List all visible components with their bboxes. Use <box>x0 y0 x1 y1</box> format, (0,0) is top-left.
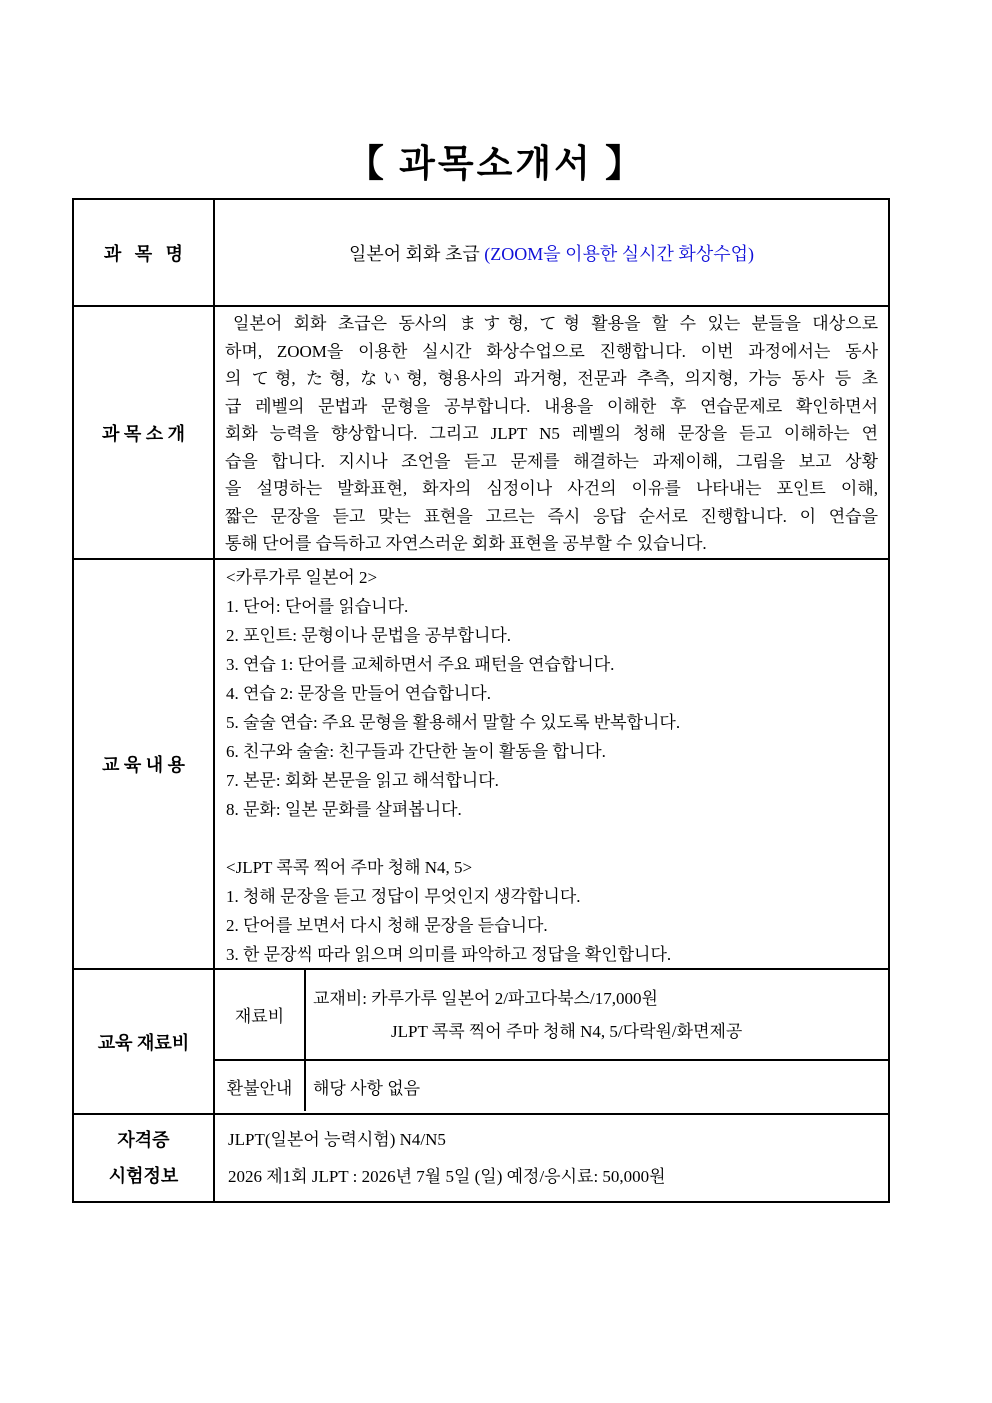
text-line: JLPT 콕콕 찍어 주마 청해 N4, 5/다락원/화면제공 <box>391 1021 743 1041</box>
text-line <box>226 824 878 853</box>
row-course-name <box>74 200 888 307</box>
text-line: <JLPT 콕콕 찍어 주마 청해 N4, 5> <box>226 858 473 877</box>
text-line: 일본어 회화 초급은 동사의 ます형, て형 활용을 할 수 있는 분들을 대상으로 <box>233 314 878 333</box>
sub-row-refund-info <box>215 1061 888 1111</box>
row-material-cost <box>74 970 888 1115</box>
text-line: 급 레벨의 문법과 문형을 공부합니다. 내용을 이해한 후 연습문제로 확인하면서 <box>225 396 878 416</box>
text-line: 습을 합니다. 지시나 조언을 듣고 문제를 해결하는 과제이해, 그림을 보고 상황 <box>225 451 878 471</box>
text-line: 5. 술술 연습: 주요 문형을 활용해서 말할 수 있도록 반복합니다. <box>226 713 681 732</box>
cert-exam-label-line1: 자격증 <box>117 1130 170 1150</box>
course-name-text: 일본어 회화 초급 <box>349 243 485 264</box>
refund-info-label: 환불안내 <box>215 1061 306 1111</box>
page-title: 【 과목소개서 】 <box>346 144 646 185</box>
material-cost-label: 교육 재료비 <box>74 970 215 1113</box>
text-line: 짧은 문장을 듣고 맞는 표현을 고르는 즉시 응답 순서로 진행합니다. 이 연습을 <box>225 506 878 526</box>
course-name-label: 과 목 명 <box>74 200 215 305</box>
course-name-zoom-note: (ZOOM을 이용한 실시간 화상수업) <box>484 243 754 264</box>
text-line: 을 설명하는 발화표현, 화자의 심정이나 사건의 이유를 나타내는 포인트 이해, <box>225 479 878 498</box>
text-line: 회화 능력을 향상합니다. 그리고 JLPT N5 레벨의 청해 문장을 듣고 이해하는 연 <box>225 424 878 443</box>
refund-info-value: 해당 사항 없음 <box>313 1078 421 1098</box>
text-line: <카루가루 일본어 2> <box>226 568 378 587</box>
text-line: 교재비: 카루가루 일본어 2/파고다북스/17,000원 <box>313 988 658 1008</box>
text-line: 1. 청해 문장을 듣고 정답이 무엇인지 생각합니다. <box>226 887 581 906</box>
cert-exam-label <box>74 1115 215 1201</box>
text-line: 4. 연습 2: 문장을 만들어 연습합니다. <box>226 684 491 703</box>
cert-exam-label-line2: 시험정보 <box>108 1166 179 1186</box>
text-line: 의 て형, た형, ない형, 형용사의 과거형, 전문과 추측, 의지형, 가능 동사 등 초 <box>225 369 878 388</box>
row-cert-exam-info <box>74 1115 888 1201</box>
text-line: JLPT(일본어 능력시험) N4/N5 <box>228 1130 446 1149</box>
course-intro-table <box>72 198 890 1203</box>
cert-exam-value <box>215 1115 888 1201</box>
material-fee-label: 재료비 <box>215 970 306 1059</box>
row-edu-content <box>74 560 888 970</box>
row-course-intro <box>74 307 888 560</box>
edu-content-label: 교 육 내 용 <box>74 560 215 968</box>
material-fee-value <box>306 970 888 1059</box>
sub-row-material-fee <box>215 970 888 1061</box>
course-intro-label: 과 목 소 개 <box>74 307 215 558</box>
course-intro-paragraph <box>215 307 888 558</box>
text-line: 2. 단어를 보면서 다시 청해 문장을 듣습니다. <box>226 916 548 935</box>
text-line: 3. 연습 1: 단어를 교체하면서 주요 패턴을 연습합니다. <box>226 655 615 674</box>
text-line: 하며, ZOOM을 이용한 실시간 화상수업으로 진행합니다. 이번 과정에서는 동사 <box>225 341 878 361</box>
text-line: 2. 포인트: 문형이나 문법을 공부합니다. <box>226 626 512 645</box>
text-line: 통해 단어를 습득하고 자연스러운 회화 표현을 공부할 수 있습니다. <box>225 534 707 553</box>
material-cost-subtable <box>215 970 888 1113</box>
text-line: 8. 문화: 일본 문화를 살펴봅니다. <box>226 800 462 819</box>
text-line: 7. 본문: 회화 본문을 읽고 해석합니다. <box>226 771 499 790</box>
edu-content-list <box>215 560 888 968</box>
text-line: 1. 단어: 단어를 읽습니다. <box>226 597 409 616</box>
text-line: 6. 친구와 술술: 친구들과 간단한 놀이 활동을 합니다. <box>226 742 606 761</box>
course-name-value <box>215 200 888 305</box>
text-line: 2026 제1회 JLPT : 2026년 7월 5일 (일) 예정/응시료: 50,000원 <box>228 1167 666 1186</box>
text-line: 3. 한 문장씩 따라 읽으며 의미를 파악하고 정답을 확인합니다. <box>226 945 672 964</box>
